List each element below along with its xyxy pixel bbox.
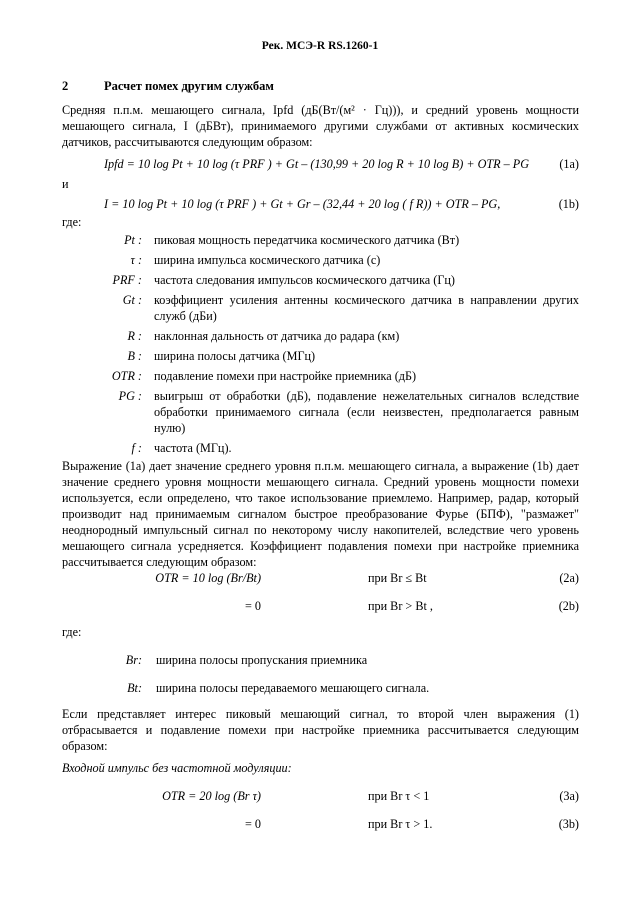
section-number: 2 <box>62 79 69 93</box>
equation-2a <box>62 570 579 586</box>
definition-item <box>62 440 579 456</box>
definition-item <box>62 272 579 288</box>
definition-symbol: Br: <box>125 653 142 667</box>
definition-item <box>62 368 579 384</box>
equation-3a-condition: при Br τ < 1 <box>368 789 430 803</box>
page-header: Рек. МСЭ-R RS.1260-1 <box>261 40 379 52</box>
equation-2a-tag: (2a) <box>559 571 579 585</box>
definition-text: коэффициент усиления антенны космического датчика в направлении других служб (дБи) <box>154 293 579 323</box>
equation-2a-lhs: OTR = 10 log (Br/Bt) <box>155 571 261 585</box>
subheading: Входной импульс без частотной модуляции: <box>62 761 292 775</box>
equation-3a-tag: (3a) <box>559 789 579 803</box>
equation-3b-tag: (3b) <box>558 817 579 831</box>
definition-symbol: Bt: <box>127 681 142 695</box>
equation-2b-tag: (2b) <box>558 599 579 613</box>
definition-symbol: PRF : <box>112 273 142 287</box>
and-word: и <box>62 177 69 191</box>
where-label-2: где: <box>62 625 82 639</box>
equation-1a-tag: (1a) <box>559 157 579 171</box>
definitions-list <box>62 232 579 460</box>
definition-item <box>62 232 579 248</box>
definition-item <box>62 348 579 364</box>
definition-item <box>62 680 579 696</box>
definition-symbol: τ : <box>130 253 142 267</box>
definition-text: выигрыш от обработки (дБ), подавление нежелательных сигналов вследствие обработки принимаемого сигнала (если неизвестен, предполагается равным нулю) <box>154 389 579 435</box>
equation-3a-lhs: OTR = 20 log (Br τ) <box>162 789 261 803</box>
definition-text: пиковая мощность передатчика космического датчика (Вт) <box>154 233 460 247</box>
definition-item <box>62 652 579 668</box>
definition-symbol: f : <box>131 441 142 455</box>
definition-symbol: OTR : <box>111 369 142 383</box>
section-title: Расчет помех другим службам <box>104 79 274 93</box>
equation-2b <box>62 598 579 614</box>
peak-paragraph: Если представляет интерес пиковый мешающий сигнал, то второй член выражения (1) отбрасывается и подавление помехи при настройке приемника рассчитывается следующим образом: <box>62 707 579 753</box>
equation-1b-tag: (1b) <box>558 197 579 211</box>
definition-symbol: PG : <box>118 389 142 403</box>
intro-paragraph: Средняя п.п.м. мешающего сигнала, Ipfd (дБ(Вт/(м² · Гц))), и средний уровень мощности мешающего сигнала, I (дБВт), принимаемого другими службами от активных космических датчиков, рассчитываются следующим образом: <box>62 103 579 149</box>
definition-item <box>62 252 579 268</box>
equation-3b-condition: при Br τ > 1. <box>368 817 433 831</box>
equation-2a-condition: при Br ≤ Bt <box>368 571 427 585</box>
definition-item <box>62 328 579 344</box>
definition-text: ширина полосы датчика (МГц) <box>154 349 316 363</box>
equation-1b-body: I = 10 log Pt + 10 log (τ PRF ) + Gt + Gr – (32,44 + 20 log ( f R)) + OTR – PG, <box>104 197 501 211</box>
definition-symbol: Gt : <box>122 293 142 307</box>
equation-2b-lhs: = 0 <box>244 599 261 613</box>
definition-symbol: Pt : <box>124 233 142 247</box>
section-heading <box>62 78 274 94</box>
equation-3b <box>62 816 579 832</box>
definition-text: наклонная дальность от датчика до радара (км) <box>154 329 400 343</box>
where-label: где: <box>62 215 82 229</box>
definition-text: ширина полосы пропускания приемника <box>156 653 368 667</box>
definition-text: частота следования импульсов космического датчика (Гц) <box>154 273 455 287</box>
equation-1a <box>62 156 579 172</box>
equation-1b <box>62 196 579 212</box>
definition-item <box>62 292 579 324</box>
explanation-paragraph: Выражение (1a) дает значение среднего уровня п.п.м. мешающего сигнала, а выражение (1b) дает значение среднего уровня мощности мешающего сигнала. Средний уровень мощности помехи используется, если определено, что такое использование приемлемо. Например, радар, который производит над принимаемым сигналом быстрое преобразование Фурье (БПФ), "размажет" неоднородный импульсный сигнал по некоторому числу накопителей, вследствие чего уровень мешающего сигнала усредняется. Коэффициент подавления помехи при настройке приемника рассчитывается следующим образом: <box>62 459 579 569</box>
definition-symbol: R : <box>127 329 142 343</box>
equation-3b-lhs: = 0 <box>244 817 261 831</box>
equation-3a <box>62 788 579 804</box>
definition-item <box>62 388 579 436</box>
definition-text: ширина полосы передаваемого мешающего сигнала. <box>156 681 430 695</box>
definition-symbol: B : <box>127 349 142 363</box>
equation-2b-condition: при Br > Bt , <box>368 599 433 613</box>
definition-text: ширина импульса космического датчика (с) <box>154 253 381 267</box>
definition-text: частота (МГц). <box>154 441 232 455</box>
definition-text: подавление помехи при настройке приемника (дБ) <box>154 369 417 383</box>
equation-1a-body: Ipfd = 10 log Pt + 10 log (τ PRF ) + Gt – (130,99 + 20 log R + 10 log B) + OTR – PG <box>104 157 530 171</box>
